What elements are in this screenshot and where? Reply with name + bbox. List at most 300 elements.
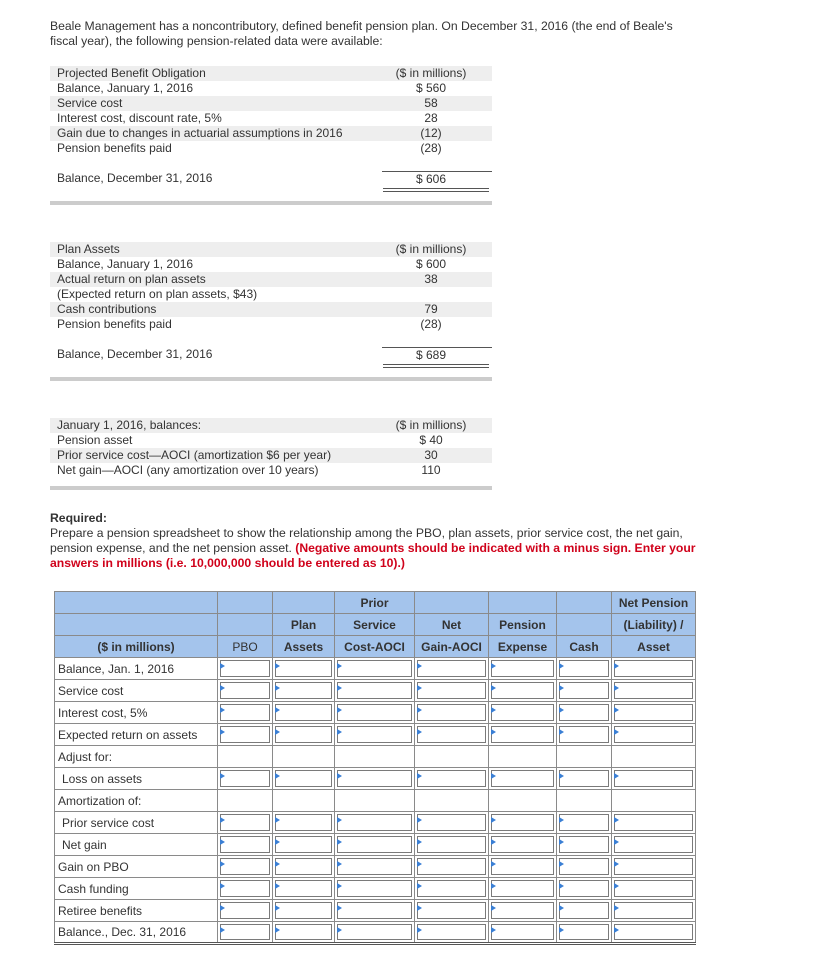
answer-input[interactable]	[557, 702, 612, 724]
empty-cell	[415, 746, 489, 768]
row-value: $ 560	[415, 81, 447, 95]
row-label: Interest cost, 5%	[55, 702, 218, 724]
answer-input[interactable]	[489, 834, 557, 856]
answer-input[interactable]	[415, 680, 489, 702]
header-cell: Asset	[612, 636, 696, 658]
input-marker-icon	[559, 927, 564, 933]
input-box[interactable]	[559, 814, 609, 831]
answer-input[interactable]	[335, 812, 415, 834]
answer-input[interactable]	[218, 856, 273, 878]
answer-input[interactable]	[557, 922, 612, 944]
input-marker-icon	[337, 773, 342, 779]
input-marker-icon	[491, 729, 496, 735]
input-marker-icon	[220, 839, 225, 845]
input-marker-icon	[559, 729, 564, 735]
answer-input[interactable]	[612, 856, 696, 878]
input-marker-icon	[337, 707, 342, 713]
answer-input[interactable]	[489, 922, 557, 944]
input-box[interactable]	[614, 858, 693, 875]
table-row	[55, 900, 696, 922]
empty-cell	[612, 790, 696, 812]
answer-input[interactable]	[612, 658, 696, 680]
table-row	[55, 812, 696, 834]
input-box[interactable]	[337, 770, 412, 787]
input-box[interactable]	[614, 836, 693, 853]
answer-input[interactable]	[612, 768, 696, 790]
total-value: $ 689	[382, 347, 492, 362]
input-box[interactable]	[417, 902, 486, 919]
header-cell	[273, 592, 335, 614]
input-marker-icon	[491, 839, 496, 845]
input-box[interactable]	[491, 858, 554, 875]
answer-input[interactable]	[273, 922, 335, 944]
answer-input[interactable]	[489, 878, 557, 900]
header-cell: Net Pension	[612, 592, 696, 614]
input-box[interactable]	[559, 836, 609, 853]
input-marker-icon	[614, 817, 619, 823]
input-marker-icon	[417, 883, 422, 889]
input-box[interactable]	[220, 902, 270, 919]
input-box[interactable]	[491, 880, 554, 897]
input-box[interactable]	[275, 704, 332, 721]
table-row	[55, 658, 696, 680]
input-marker-icon	[417, 839, 422, 845]
answer-input[interactable]	[557, 658, 612, 680]
input-box[interactable]	[417, 682, 486, 699]
answer-input[interactable]	[557, 812, 612, 834]
answer-input[interactable]	[273, 658, 335, 680]
header-cell	[489, 592, 557, 614]
answer-input[interactable]	[335, 680, 415, 702]
answer-input[interactable]	[612, 702, 696, 724]
row-label: Cash funding	[55, 878, 218, 900]
answer-input[interactable]	[612, 834, 696, 856]
header-cell: Pension	[489, 614, 557, 636]
answer-input[interactable]	[335, 878, 415, 900]
input-marker-icon	[337, 883, 342, 889]
answer-input[interactable]	[415, 878, 489, 900]
input-box[interactable]	[417, 704, 486, 721]
header-cell: (Liability) /	[612, 614, 696, 636]
answer-input[interactable]	[612, 812, 696, 834]
empty-cell	[612, 746, 696, 768]
input-marker-icon	[491, 685, 496, 691]
input-box[interactable]	[337, 836, 412, 853]
input-box[interactable]	[559, 924, 609, 940]
row-label: Service cost	[57, 96, 123, 110]
input-box[interactable]	[275, 836, 332, 853]
answer-input[interactable]	[218, 878, 273, 900]
input-box[interactable]	[491, 836, 554, 853]
empty-cell	[557, 790, 612, 812]
answer-input[interactable]	[273, 856, 335, 878]
input-box[interactable]	[417, 924, 486, 940]
input-box[interactable]	[275, 902, 332, 919]
row-label: Gain on PBO	[55, 856, 218, 878]
input-box[interactable]	[614, 682, 693, 699]
answer-input[interactable]	[557, 724, 612, 746]
input-marker-icon	[275, 773, 280, 779]
input-marker-icon	[275, 927, 280, 933]
input-marker-icon	[614, 729, 619, 735]
answer-input[interactable]	[612, 680, 696, 702]
input-box[interactable]	[220, 836, 270, 853]
input-marker-icon	[417, 927, 422, 933]
table-header-label: January 1, 2016, balances:	[57, 418, 202, 432]
answer-input[interactable]	[273, 768, 335, 790]
input-box[interactable]	[220, 924, 270, 940]
answer-input[interactable]	[335, 724, 415, 746]
input-box[interactable]	[559, 682, 609, 699]
input-marker-icon	[220, 663, 225, 669]
input-box[interactable]	[614, 660, 693, 677]
empty-cell	[557, 746, 612, 768]
table-row	[55, 680, 696, 702]
row-label: Actual return on plan assets	[57, 272, 206, 286]
row-label: Pension benefits paid	[57, 141, 172, 155]
input-marker-icon	[614, 707, 619, 713]
answer-input[interactable]	[218, 680, 273, 702]
input-marker-icon	[220, 707, 225, 713]
header-cell	[557, 614, 612, 636]
answer-input[interactable]	[273, 834, 335, 856]
answer-input[interactable]	[335, 834, 415, 856]
header-cell	[557, 592, 612, 614]
input-box[interactable]	[337, 880, 412, 897]
input-marker-icon	[559, 861, 564, 867]
units-label: ($ in millions)	[395, 418, 467, 432]
input-marker-icon	[491, 905, 496, 911]
input-box[interactable]	[220, 770, 270, 787]
empty-cell	[335, 746, 415, 768]
input-box[interactable]	[275, 880, 332, 897]
input-box[interactable]	[614, 902, 693, 919]
row-value: 28	[424, 111, 438, 125]
input-box[interactable]	[275, 924, 332, 940]
row-label: Interest cost, discount rate, 5%	[57, 111, 222, 125]
input-box[interactable]	[491, 726, 554, 743]
row-label: Balance, January 1, 2016	[57, 257, 194, 271]
input-marker-icon	[337, 861, 342, 867]
answer-input[interactable]	[489, 702, 557, 724]
row-label: Net gain	[55, 834, 218, 856]
answer-input[interactable]	[415, 812, 489, 834]
input-box[interactable]	[220, 858, 270, 875]
input-box[interactable]	[417, 660, 486, 677]
answer-input[interactable]	[557, 768, 612, 790]
input-marker-icon	[417, 905, 422, 911]
input-box[interactable]	[220, 726, 270, 743]
row-label: (Expected return on plan assets, $43)	[57, 287, 258, 301]
row-label: Prior service cost—AOCI (amortization $6 per year)	[57, 448, 332, 462]
input-marker-icon	[614, 861, 619, 867]
answer-input[interactable]	[415, 658, 489, 680]
required-text	[50, 526, 710, 571]
answer-input[interactable]	[489, 658, 557, 680]
answer-input[interactable]	[218, 834, 273, 856]
required-description: Prepare a pension spreadsheet to show the relationship among the PBO, plan assets, prior service cost, the net gain, pension expense, and the net pension asset.	[50, 526, 683, 555]
input-marker-icon	[337, 729, 342, 735]
answer-input[interactable]	[218, 768, 273, 790]
input-box[interactable]	[275, 726, 332, 743]
answer-input[interactable]	[218, 724, 273, 746]
answer-input[interactable]	[557, 834, 612, 856]
input-box[interactable]	[337, 682, 412, 699]
input-box[interactable]	[220, 682, 270, 699]
answer-input[interactable]	[218, 658, 273, 680]
input-box[interactable]	[491, 924, 554, 940]
answer-input[interactable]	[415, 834, 489, 856]
row-label: Pension benefits paid	[57, 317, 172, 331]
plan-assets-table	[50, 242, 492, 381]
answer-input[interactable]	[218, 900, 273, 922]
answer-input[interactable]	[273, 702, 335, 724]
empty-cell	[415, 790, 489, 812]
row-value: 30	[424, 448, 438, 462]
total-value: $ 606	[382, 171, 492, 186]
input-box[interactable]	[220, 704, 270, 721]
header-cell: Cost-AOCI	[335, 636, 415, 658]
input-box[interactable]	[275, 814, 332, 831]
input-marker-icon	[614, 905, 619, 911]
answer-input[interactable]	[335, 702, 415, 724]
input-marker-icon	[337, 817, 342, 823]
input-box[interactable]	[559, 902, 609, 919]
input-box[interactable]	[417, 814, 486, 831]
input-box[interactable]	[337, 858, 412, 875]
input-marker-icon	[559, 817, 564, 823]
input-marker-icon	[337, 685, 342, 691]
answer-input[interactable]	[335, 768, 415, 790]
input-marker-icon	[220, 685, 225, 691]
input-box[interactable]	[417, 726, 486, 743]
answer-input[interactable]	[218, 922, 273, 944]
answer-input[interactable]	[273, 812, 335, 834]
input-box[interactable]	[220, 880, 270, 897]
input-marker-icon	[614, 883, 619, 889]
input-marker-icon	[275, 883, 280, 889]
input-marker-icon	[275, 707, 280, 713]
input-box[interactable]	[417, 836, 486, 853]
answer-input[interactable]	[335, 658, 415, 680]
input-box[interactable]	[559, 858, 609, 875]
row-label: Loss on assets	[55, 768, 218, 790]
answer-input[interactable]	[273, 900, 335, 922]
pbo-table	[50, 66, 492, 205]
input-marker-icon	[220, 927, 225, 933]
header-cell	[55, 592, 218, 614]
empty-cell	[489, 746, 557, 768]
row-value: $ 40	[419, 433, 443, 447]
answer-input[interactable]	[335, 900, 415, 922]
input-marker-icon	[491, 883, 496, 889]
empty-cell	[273, 746, 335, 768]
table-row	[55, 724, 696, 746]
input-marker-icon	[417, 817, 422, 823]
input-marker-icon	[614, 927, 619, 933]
empty-cell	[489, 790, 557, 812]
empty-cell	[273, 790, 335, 812]
empty-cell	[218, 746, 273, 768]
row-label: Retiree benefits	[55, 900, 218, 922]
input-box[interactable]	[337, 902, 412, 919]
row-value: 58	[424, 96, 438, 110]
input-marker-icon	[220, 729, 225, 735]
row-value	[382, 287, 492, 302]
answer-input[interactable]	[218, 812, 273, 834]
answer-input[interactable]	[273, 680, 335, 702]
row-value: 38	[424, 272, 438, 286]
answer-input[interactable]	[489, 900, 557, 922]
row-value: 110	[421, 463, 441, 477]
input-box[interactable]	[275, 858, 332, 875]
row-label: Expected return on assets	[55, 724, 218, 746]
input-marker-icon	[491, 817, 496, 823]
answer-input[interactable]	[415, 724, 489, 746]
units-label: ($ in millions)	[395, 66, 467, 80]
input-box[interactable]	[337, 704, 412, 721]
problem-intro: Beale Management has a noncontributory, defined benefit pension plan. On December 31, 2016 (the end of Beale's fiscal year), the following pension-related data were available:	[50, 19, 673, 48]
answer-input[interactable]	[489, 812, 557, 834]
input-marker-icon	[614, 663, 619, 669]
table-row	[55, 746, 696, 768]
input-box[interactable]	[491, 704, 554, 721]
input-box[interactable]	[337, 660, 412, 677]
answer-input[interactable]	[557, 878, 612, 900]
spreadsheet-body	[55, 658, 696, 944]
answer-input[interactable]	[612, 922, 696, 944]
row-value: (28)	[420, 141, 442, 155]
input-box[interactable]	[614, 726, 693, 743]
input-box[interactable]	[220, 814, 270, 831]
input-marker-icon	[220, 905, 225, 911]
input-box[interactable]	[491, 682, 554, 699]
answer-input[interactable]	[415, 768, 489, 790]
input-box[interactable]	[614, 924, 693, 940]
input-box[interactable]	[275, 682, 332, 699]
input-box[interactable]	[337, 726, 412, 743]
table-row	[55, 878, 696, 900]
row-label: Service cost	[55, 680, 218, 702]
input-box[interactable]	[491, 814, 554, 831]
answer-input[interactable]	[273, 724, 335, 746]
empty-cell	[218, 790, 273, 812]
answer-input[interactable]	[612, 878, 696, 900]
answer-input[interactable]	[415, 702, 489, 724]
answer-input[interactable]	[415, 900, 489, 922]
input-marker-icon	[275, 663, 280, 669]
input-marker-icon	[491, 707, 496, 713]
table-row	[55, 790, 696, 812]
input-box[interactable]	[559, 704, 609, 721]
input-marker-icon	[559, 773, 564, 779]
answer-input[interactable]	[415, 856, 489, 878]
input-box[interactable]	[559, 770, 609, 787]
input-box[interactable]	[614, 704, 693, 721]
answer-input[interactable]	[273, 878, 335, 900]
input-marker-icon	[220, 773, 225, 779]
row-label: Balance., Dec. 31, 2016	[55, 922, 218, 944]
balances-table	[50, 418, 492, 490]
input-box[interactable]	[491, 770, 554, 787]
input-marker-icon	[559, 685, 564, 691]
answer-input[interactable]	[335, 922, 415, 944]
input-box[interactable]	[491, 902, 554, 919]
input-marker-icon	[337, 905, 342, 911]
input-box[interactable]	[417, 858, 486, 875]
row-value: (28)	[420, 317, 442, 331]
input-marker-icon	[220, 883, 225, 889]
table-row	[55, 702, 696, 724]
input-box[interactable]	[337, 924, 412, 940]
answer-input[interactable]	[489, 856, 557, 878]
answer-input[interactable]	[415, 922, 489, 944]
answer-input[interactable]	[489, 768, 557, 790]
input-marker-icon	[417, 729, 422, 735]
input-box[interactable]	[614, 814, 693, 831]
header-cell: Service	[335, 614, 415, 636]
input-marker-icon	[614, 685, 619, 691]
pension-spreadsheet	[54, 591, 696, 945]
answer-input[interactable]	[557, 680, 612, 702]
input-marker-icon	[491, 927, 496, 933]
table-row	[55, 922, 696, 944]
input-marker-icon	[220, 861, 225, 867]
input-marker-icon	[417, 773, 422, 779]
header-cell: Cash	[557, 636, 612, 658]
table-row	[55, 768, 696, 790]
answer-input[interactable]	[612, 900, 696, 922]
input-box[interactable]	[417, 880, 486, 897]
header-cell: Net	[415, 614, 489, 636]
input-marker-icon	[614, 773, 619, 779]
row-label: Amortization of:	[55, 790, 218, 812]
input-marker-icon	[337, 927, 342, 933]
input-box[interactable]	[337, 814, 412, 831]
input-marker-icon	[275, 861, 280, 867]
input-box[interactable]	[491, 660, 554, 677]
answer-input[interactable]	[489, 724, 557, 746]
answer-input[interactable]	[218, 702, 273, 724]
answer-input[interactable]	[557, 856, 612, 878]
input-box[interactable]	[220, 660, 270, 677]
table-row	[55, 834, 696, 856]
input-marker-icon	[417, 707, 422, 713]
input-box[interactable]	[614, 880, 693, 897]
row-value: (12)	[420, 126, 442, 140]
row-label: Adjust for:	[55, 746, 218, 768]
input-box[interactable]	[559, 726, 609, 743]
input-marker-icon	[417, 663, 422, 669]
row-label: Balance, January 1, 2016	[57, 81, 194, 95]
header-cell	[415, 592, 489, 614]
answer-input[interactable]	[557, 900, 612, 922]
input-box[interactable]	[559, 880, 609, 897]
input-box[interactable]	[275, 770, 332, 787]
answer-input[interactable]	[489, 680, 557, 702]
input-marker-icon	[275, 817, 280, 823]
answer-input[interactable]	[612, 724, 696, 746]
input-box[interactable]	[614, 770, 693, 787]
input-box[interactable]	[417, 770, 486, 787]
header-cell: Expense	[489, 636, 557, 658]
input-box[interactable]	[559, 660, 609, 677]
answer-input[interactable]	[335, 856, 415, 878]
header-cell	[218, 614, 273, 636]
input-box[interactable]	[275, 660, 332, 677]
total-label: Balance, December 31, 2016	[57, 347, 213, 361]
input-marker-icon	[491, 861, 496, 867]
